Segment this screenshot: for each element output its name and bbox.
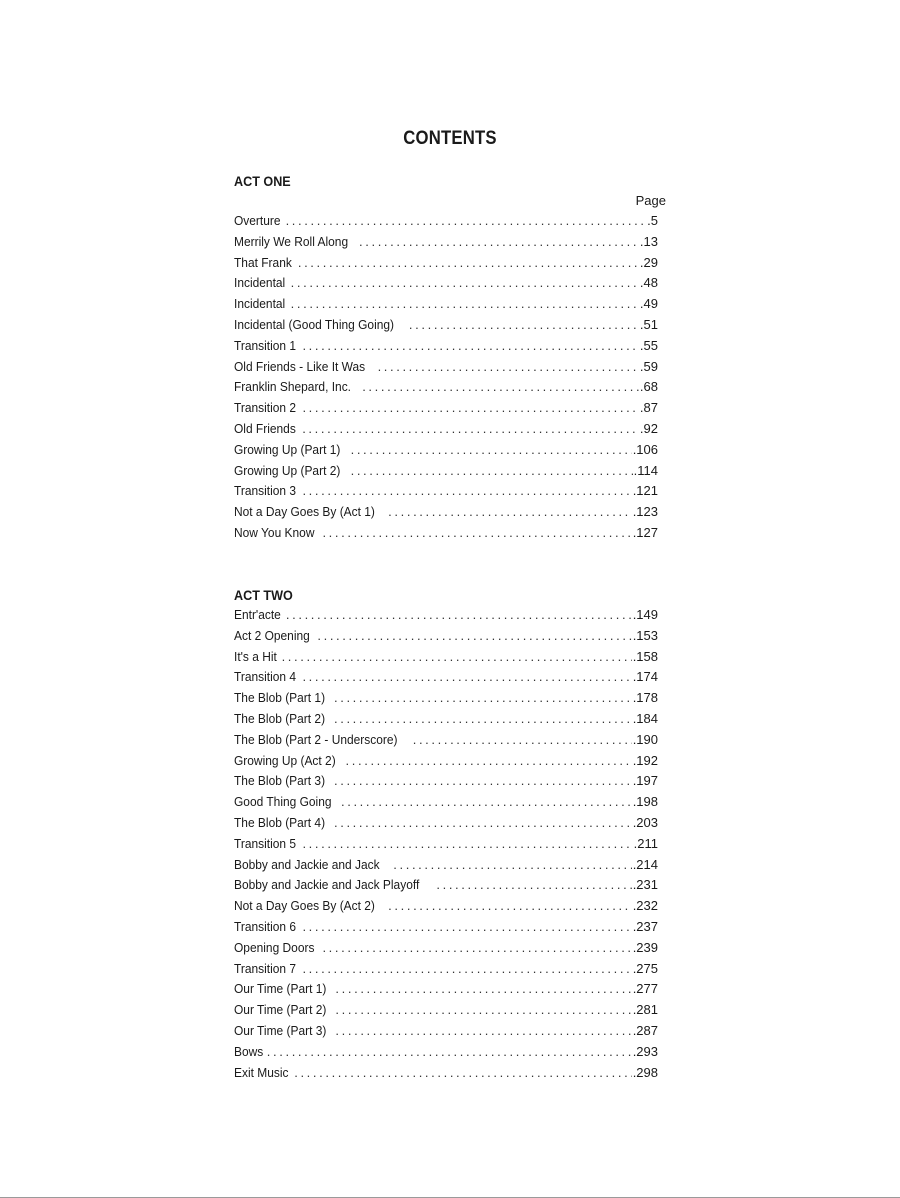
- toc-entry[interactable]: [234, 419, 658, 440]
- toc-entry-title: Growing Up (Part 1): [234, 441, 341, 457]
- toc-entry[interactable]: [234, 896, 658, 917]
- toc-entry-title: Transition 7: [234, 960, 297, 976]
- toc-entry[interactable]: [234, 875, 658, 896]
- toc-entry[interactable]: [234, 461, 658, 482]
- toc-entry-page: .237: [632, 918, 658, 934]
- toc-entry-title: The Blob (Part 2): [234, 710, 326, 726]
- toc-entry-page: .51: [639, 316, 658, 332]
- toc-entry[interactable]: [234, 1021, 658, 1042]
- toc-entry[interactable]: [234, 294, 658, 315]
- toc-entry-page: .287: [632, 1022, 658, 1038]
- dot-leader: [322, 938, 631, 959]
- toc-entry[interactable]: [234, 751, 658, 772]
- toc-entry-title: The Blob (Part 1): [234, 690, 326, 706]
- toc-entry-page: .184: [632, 710, 658, 726]
- dot-leader: [335, 1000, 631, 1021]
- toc-entry-page: .5: [647, 213, 658, 228]
- toc-entry-page: .277: [632, 981, 658, 997]
- toc-entry-title: Old Friends - Like It Was: [234, 358, 366, 374]
- toc-entry-title: Merrily We Roll Along: [234, 233, 349, 249]
- toc-entry-page: .158: [632, 648, 658, 664]
- toc-entry-title: Bows: [234, 1043, 264, 1059]
- dot-leader: [302, 336, 638, 357]
- toc-entry[interactable]: [234, 1000, 658, 1021]
- dot-leader: [362, 377, 639, 398]
- act-two-list: [234, 605, 666, 1083]
- dot-leader: [335, 979, 631, 1000]
- toc-entry[interactable]: [234, 647, 658, 668]
- toc-entry-page: .59: [639, 358, 658, 374]
- toc-entry[interactable]: [234, 771, 658, 792]
- toc-entry[interactable]: [234, 667, 658, 688]
- toc-entry-title: Not a Day Goes By (Act 2): [234, 898, 375, 914]
- toc-entry-title: That Frank: [234, 254, 292, 270]
- toc-entry[interactable]: [234, 917, 658, 938]
- dot-leader: [291, 273, 639, 294]
- toc-entry[interactable]: [234, 959, 658, 980]
- dot-leader: [388, 502, 632, 523]
- toc-entry-page: .192: [632, 752, 658, 768]
- toc-entry[interactable]: [234, 605, 658, 626]
- dot-leader: [409, 315, 639, 336]
- dot-leader: [286, 211, 647, 232]
- toc-entry-title: Our Time (Part 3): [234, 1022, 327, 1038]
- toc-entry-title: Transition 3: [234, 483, 297, 499]
- toc-entry-page: .123: [632, 504, 658, 520]
- dot-leader: [302, 834, 632, 855]
- dot-leader: [302, 481, 631, 502]
- toc-entry-title: Overture: [234, 213, 281, 228]
- toc-entry-page: .121: [632, 483, 658, 499]
- toc-entry[interactable]: [234, 688, 658, 709]
- toc-entry-title: Entr'acte: [234, 607, 281, 622]
- dot-leader: [294, 1063, 631, 1084]
- toc-entry[interactable]: [234, 315, 658, 336]
- toc-entry-title: The Blob (Part 3): [234, 773, 326, 789]
- toc-entry[interactable]: [234, 938, 658, 959]
- toc-entry-page: .127: [632, 524, 658, 540]
- dot-leader: [378, 357, 639, 378]
- toc-entry-page: .275: [632, 960, 658, 976]
- toc-entry-title: Incidental (Good Thing Going): [234, 316, 395, 332]
- toc-entry-title: Our Time (Part 2): [234, 1002, 327, 1018]
- toc-entry[interactable]: [234, 523, 658, 544]
- act-two-section: [234, 585, 666, 1083]
- dot-leader: [335, 1021, 631, 1042]
- toc-entry-title: Transition 6: [234, 918, 297, 934]
- dot-leader: [302, 398, 638, 419]
- dot-leader: [302, 419, 639, 440]
- dot-leader: [334, 771, 632, 792]
- dot-leader: [302, 917, 631, 938]
- toc-entry-title: Incidental: [234, 275, 286, 291]
- toc-entry-title: Exit Music: [234, 1064, 289, 1080]
- dot-leader: [298, 253, 639, 274]
- toc-entry[interactable]: [234, 440, 658, 461]
- toc-entry-title: The Blob (Part 4): [234, 814, 326, 830]
- toc-entry[interactable]: [234, 1042, 658, 1063]
- page-column-label: Page: [635, 193, 666, 208]
- toc-entry-page: .13: [639, 233, 658, 249]
- toc-entry[interactable]: [234, 855, 658, 876]
- act-one-list: [234, 211, 666, 544]
- page-title: CONTENTS: [403, 128, 497, 149]
- toc-entry-page: .281: [632, 1002, 658, 1018]
- toc-entry-page: .87: [639, 400, 658, 416]
- toc-entry[interactable]: [234, 253, 658, 274]
- dot-leader: [388, 896, 632, 917]
- dot-leader: [413, 730, 632, 751]
- dot-leader: [341, 792, 632, 813]
- toc-entry-title: Transition 2: [234, 400, 297, 416]
- dot-leader: [351, 461, 633, 482]
- toc-entry[interactable]: [234, 377, 658, 398]
- toc-entry[interactable]: [234, 792, 658, 813]
- toc-entry-page: .293: [632, 1043, 658, 1059]
- toc-entry[interactable]: [234, 211, 658, 232]
- toc-entry-page: .68: [639, 379, 658, 395]
- toc-entry-page: .29: [639, 254, 658, 270]
- toc-entry-title: Bobby and Jackie and Jack Playoff: [234, 877, 420, 893]
- toc-entry-page: .231: [632, 877, 658, 893]
- act-one-heading: ACT ONE: [234, 173, 291, 189]
- toc-entry-title: Opening Doors: [234, 939, 315, 955]
- toc-entry-page: .232: [632, 898, 658, 914]
- toc-entry[interactable]: [234, 398, 658, 419]
- toc-entry-page: .198: [632, 794, 658, 810]
- dot-leader: [334, 688, 632, 709]
- toc-entry[interactable]: [234, 834, 658, 855]
- dot-leader: [302, 959, 631, 980]
- toc-entry-title: Incidental: [234, 296, 286, 312]
- toc-entry-page: .114: [633, 462, 658, 478]
- toc-entry-page: .106: [632, 441, 658, 457]
- toc-entry[interactable]: [234, 357, 658, 378]
- dot-leader: [334, 813, 632, 834]
- toc-entry-page: .149: [632, 607, 658, 622]
- dot-leader: [267, 1042, 632, 1063]
- toc-entry-title: Franklin Shepard, Inc.: [234, 379, 352, 395]
- toc-entry[interactable]: [234, 232, 658, 253]
- toc-entry-title: Good Thing Going: [234, 794, 332, 810]
- toc-entry[interactable]: [234, 626, 658, 647]
- toc-entry[interactable]: [234, 979, 658, 1000]
- toc-entry-page: .203: [632, 814, 658, 830]
- toc-entry-title: Transition 5: [234, 835, 297, 851]
- toc-entry-title: The Blob (Part 2 - Underscore): [234, 731, 398, 747]
- toc-entry-page: .190: [632, 731, 658, 747]
- dot-leader: [317, 626, 631, 647]
- dot-leader: [291, 294, 639, 315]
- toc-entry-title: Growing Up (Part 2): [234, 462, 341, 478]
- dot-leader: [359, 232, 639, 253]
- toc-entry-page: .174: [632, 669, 658, 685]
- toc-entry-page: .48: [639, 275, 658, 291]
- toc-entry-title: Our Time (Part 1): [234, 981, 327, 997]
- dot-leader: [436, 875, 631, 896]
- toc-entry-page: .298: [632, 1064, 658, 1080]
- toc-entry[interactable]: [234, 481, 658, 502]
- toc-entry-page: .214: [632, 856, 658, 872]
- toc-entry[interactable]: [234, 730, 658, 751]
- toc-entry-title: Not a Day Goes By (Act 1): [234, 504, 375, 520]
- dot-leader: [282, 647, 632, 668]
- toc-entry-page: .239: [632, 939, 658, 955]
- act-one-section: [234, 171, 666, 544]
- act-two-heading: ACT TWO: [234, 587, 293, 603]
- dot-leader: [322, 523, 631, 544]
- toc-entry-title: It's a Hit: [234, 648, 277, 664]
- dot-leader: [393, 855, 631, 876]
- dot-leader: [302, 667, 631, 688]
- toc-entry-title: Transition 1: [234, 337, 297, 353]
- toc-entry[interactable]: [234, 273, 658, 294]
- toc-entry[interactable]: [234, 502, 658, 523]
- toc-entry-title: Growing Up (Act 2): [234, 752, 336, 768]
- toc-entry-title: Bobby and Jackie and Jack: [234, 856, 380, 872]
- toc-entry-page: .92: [639, 420, 658, 436]
- toc-entry-page: .153: [632, 627, 658, 643]
- toc-entry-page: .49: [639, 296, 658, 312]
- toc-entry-page: .55: [639, 337, 658, 353]
- toc-entry-title: Now You Know: [234, 524, 315, 540]
- toc-entry-page: .211: [633, 835, 658, 851]
- toc-entry[interactable]: [234, 709, 658, 730]
- dot-leader: [286, 605, 632, 626]
- toc-entry-page: .197: [632, 773, 658, 789]
- toc-entry[interactable]: [234, 1063, 658, 1084]
- toc-entry[interactable]: [234, 336, 658, 357]
- toc-entry-title: Old Friends: [234, 420, 296, 436]
- toc-entry[interactable]: [234, 813, 658, 834]
- dot-leader: [334, 709, 632, 730]
- toc-entry-title: Transition 4: [234, 669, 297, 685]
- dot-leader: [346, 751, 632, 772]
- dot-leader: [351, 440, 632, 461]
- toc-entry-page: .178: [632, 690, 658, 706]
- toc-entry-title: Act 2 Opening: [234, 627, 310, 643]
